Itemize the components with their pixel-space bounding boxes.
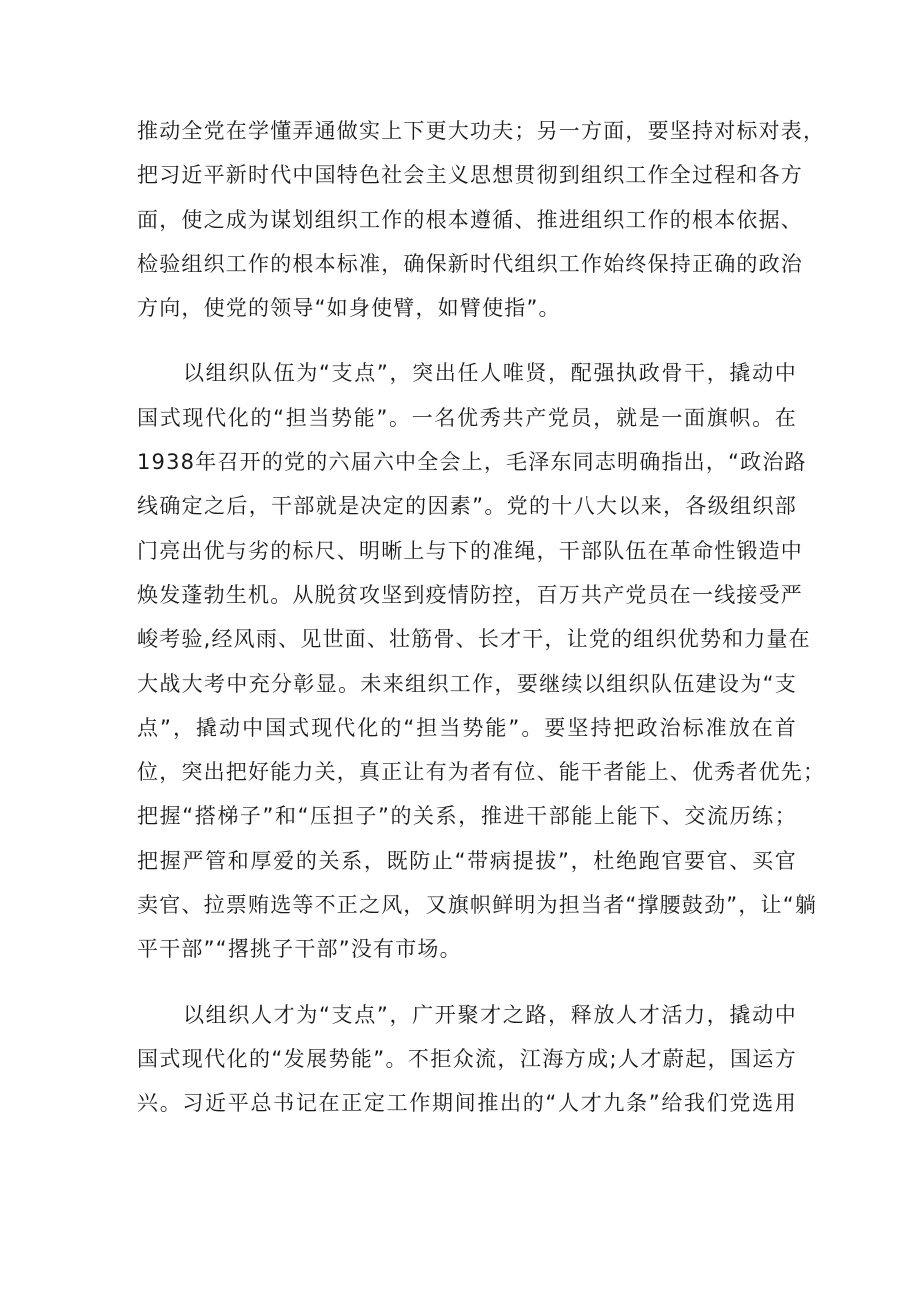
- paragraph-3: [137, 993, 797, 1126]
- text-line: 以组织队伍为“支点”，突出任人唯贤，配强执政骨干，撬动中: [183, 361, 797, 386]
- paragraph-1: [137, 109, 826, 330]
- text-line: 卖官、拉票贿选等不正之风，又旗帜鲜明为担当者“撑腰鼓劲”，让“躺: [137, 893, 818, 918]
- text-line: 把习近平新时代中国特色社会主义思想贯彻到组织工作全过程和各方: [137, 163, 803, 188]
- text-line: 焕发蓬勃生机。从脱贫攻坚到疫情防控，百万共产党员在一线接受严: [137, 582, 803, 607]
- text-line: 位，突出把好能力关，真正让有为者有位、能干者能上、优秀者优先；: [137, 760, 826, 785]
- text-line: 把握严管和厚爱的关系，既防止“带病提拔”，杜绝跑官要官、买官: [137, 848, 797, 873]
- text-line: 把握“搭梯子”和“压担子”的关系，推进干部能上能下、交流历练；: [137, 804, 797, 829]
- text-line: 国式现代化的“担当势能”。一名优秀共产党员，就是一面旗帜。在: [137, 405, 797, 430]
- text-line: 点”，撬动中国式现代化的“担当势能”。要坚持把政治标准放在首: [137, 715, 797, 740]
- paragraph-2: [137, 351, 826, 971]
- text-line: 线确定之后，干部就是决定的因素”。党的十八大以来，各级组织部: [137, 494, 797, 519]
- text-line: 国式现代化的“发展势能”。不拒众流，江海方成;人才蔚起，国运方: [137, 1046, 797, 1071]
- text-line: 推动全党在学懂弄通做实上下更大功夫；另一方面，要坚持对标对表，: [137, 119, 826, 143]
- text-line: 大战大考中充分彰显。未来组织工作，要继续以组织队伍建设为“支: [137, 671, 797, 696]
- text-line: 峻考验,经风雨、见世面、壮筋骨、长才干，让党的组织优势和力量在: [137, 627, 811, 652]
- text-line: 1938年召开的党的六届六中全会上，毛泽东同志明确指出，“政治路: [137, 450, 807, 475]
- text-line: 检验组织工作的根本标准，确保新时代组织工作始终保持正确的政治: [137, 251, 803, 276]
- text-line: 平干部”“撂挑子干部”没有市场。: [137, 937, 462, 962]
- text-line: 方向，使党的领导“如身使臂，如臂使指”。: [137, 296, 561, 321]
- text-line: 面，使之成为谋划组织工作的根本遵循、推进组织工作的根本依据、: [137, 207, 803, 232]
- text-line: 以组织人才为“支点”，广开聚才之路，释放人才活力，撬动中: [183, 1002, 797, 1027]
- document-page: [137, 109, 826, 1126]
- text-line: 兴。习近平总书记在正定工作期间推出的“人才九条”给我们党选用: [137, 1091, 797, 1116]
- text-line: 门亮出优与劣的标尺、明晰上与下的准绳，干部队伍在革命性锻造中: [137, 538, 803, 563]
